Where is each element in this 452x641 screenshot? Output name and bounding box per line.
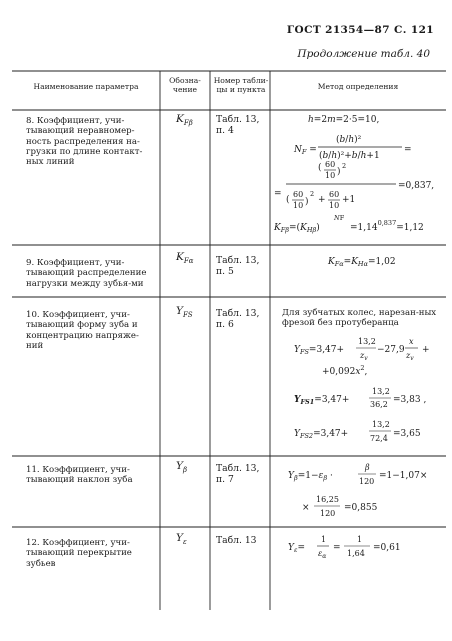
row-11-table-ref: Табл. 13, п. 7 [216, 463, 260, 485]
svg-text:YFS2=3,47+: $Y_{FS2}=3,47+$ [294, 429, 349, 440]
row-9-parameter-name: 9. Коэффициент, учи-тывающий распределение нагрузки между зубья-ми [26, 258, 147, 289]
row-8-symbol: $K_{F\beta}$ [176, 113, 193, 128]
svg-text:60: 60 [329, 190, 340, 199]
svg-text:YFS1=3,47+: $Y_{FS1}=3,47+$ [294, 395, 350, 406]
svg-text:16,25: 16,25 [316, 495, 339, 504]
col-header-table-ref: Номер табли-цы и пункта [213, 76, 269, 94]
svg-text:+0,092x2,: $+0,092x^2$, [322, 364, 368, 377]
svg-text:+: + [318, 195, 326, 205]
svg-text:YFS=3,47+: $Y_{FS}=3,47+$ [294, 345, 345, 356]
col-header-parameter: Наименование параметра [33, 82, 139, 91]
row-10-table-ref: Табл. 13, п. 6 [216, 308, 260, 330]
svg-text:13,2: 13,2 [372, 387, 390, 396]
svg-text:120: 120 [359, 477, 375, 486]
row-10-parameter-name: 10. Коэффициент, учи-тывающий форму зуба и концентрацию напряже-ний [26, 310, 139, 351]
svg-text:72,4: 72,4 [370, 434, 388, 443]
svg-text:h=2m=2·5=10,: h=2m=2·5=10, [308, 115, 380, 125]
svg-text:(b/h)²+b/h+1: (b/h)²+b/h+1 [319, 151, 380, 161]
svg-text:60: 60 [325, 160, 336, 169]
svg-text:zv: $z_v$ [406, 351, 414, 362]
svg-text:36,2: 36,2 [370, 400, 388, 409]
svg-text:10: 10 [325, 171, 336, 180]
row-9-formula [272, 251, 444, 271]
svg-text:1: 1 [357, 535, 363, 544]
svg-text:10: 10 [293, 201, 304, 210]
svg-text:1: 1 [321, 535, 327, 544]
svg-text:2: 2 [310, 190, 315, 198]
svg-text:(b/h)²: (b/h)² [336, 135, 362, 145]
svg-text:=: = [404, 145, 412, 155]
svg-text:1,64: 1,64 [347, 549, 365, 558]
svg-text:): ) [305, 197, 309, 207]
svg-text:2: 2 [342, 162, 347, 170]
svg-text:=0,837,: =0,837, [398, 181, 435, 191]
svg-text:): ) [337, 167, 341, 177]
svg-text:β: β [365, 463, 370, 472]
svg-text:+1: +1 [342, 195, 356, 205]
svg-text:120: 120 [320, 509, 336, 518]
row-11-parameter-name: 11. Коэффициент, учи-тывающий наклон зуба [26, 465, 133, 486]
row-12-parameter-name: 12. Коэффициент, учи-тывающий перекрытие зубьев [26, 538, 132, 569]
svg-text:=: = [333, 543, 341, 553]
col-header-symbol: Обозна-чение [169, 76, 201, 94]
svg-text:=: = [274, 189, 282, 199]
svg-text:zv: $z_v$ [360, 351, 368, 362]
svg-text:13,2: 13,2 [372, 420, 390, 429]
row-12-symbol: $Y_\varepsilon$ [176, 532, 187, 547]
svg-text:=1,140,837=1,12: $=1,14^{0,837}=1,12$ [350, 219, 424, 233]
col-header-method: Метод определения [317, 82, 399, 91]
svg-text:Yβ=1−εβ ·: $Y_\beta=1-\varepsilon_\beta$ · [288, 471, 333, 482]
svg-text:=0,61: =0,61 [373, 543, 401, 553]
svg-text:13,2: 13,2 [358, 337, 376, 346]
svg-text:x: x [409, 337, 414, 346]
svg-text:=3,65: =3,65 [393, 429, 421, 439]
row-12-formula [272, 532, 444, 566]
row-8-parameter-name: 8. Коэффициент, учи-тывающий неравномер-ность распределения на-грузки по длине контакт-ных линий [26, 116, 143, 168]
svg-text:NF: NF [334, 214, 345, 222]
row-10-method-note: Для зубчатых колес, нарезан-ных фрезой без протуберанца [282, 308, 437, 329]
svg-text:(: ( [286, 195, 290, 205]
table-continuation-label: Продолжение табл. 40 [297, 48, 430, 60]
standard-code: ГОСТ 21354—87 С. 121 [286, 24, 434, 36]
svg-text:Yε=: $Y_\varepsilon=$ [288, 543, 305, 554]
row-9-symbol: $K_{F\alpha}$ [176, 251, 194, 266]
row-10-symbol: $Y_{FS}$ [176, 305, 193, 320]
svg-text:60: 60 [293, 190, 304, 199]
svg-text:−27,9: −27,9 [377, 345, 405, 355]
svg-text:=0,855: =0,855 [344, 503, 378, 513]
row-11-formula [272, 458, 444, 524]
svg-text:×: × [302, 503, 310, 513]
row-8-formula [272, 112, 444, 242]
svg-text:+: + [422, 345, 430, 355]
row-11-symbol: $Y_\beta$ [176, 460, 187, 475]
svg-text:NF =: $N_F$ = [294, 145, 317, 156]
svg-text:(: ( [318, 163, 322, 173]
svg-text:KFβ=(KHβ): $K_{F\beta}=(K_{H\beta})$ [274, 223, 320, 234]
svg-text:10: 10 [329, 201, 340, 210]
row-10-formula [272, 334, 444, 452]
svg-text:=3,83 ,: =3,83 , [393, 395, 427, 405]
row-12-table-ref: Табл. 13 [216, 535, 257, 546]
row-9-table-ref: Табл. 13, п. 5 [216, 255, 260, 277]
row-8-table-ref: Табл. 13, п. 4 [216, 114, 260, 136]
svg-text:=1−1,07×: =1−1,07× [379, 471, 428, 481]
svg-text:εα: $\varepsilon_\alpha$ [318, 549, 327, 560]
svg-text:KFα=KHα=1,02: $K_{F\alpha}=K_{H\alpha}=1,02$ [328, 257, 396, 268]
